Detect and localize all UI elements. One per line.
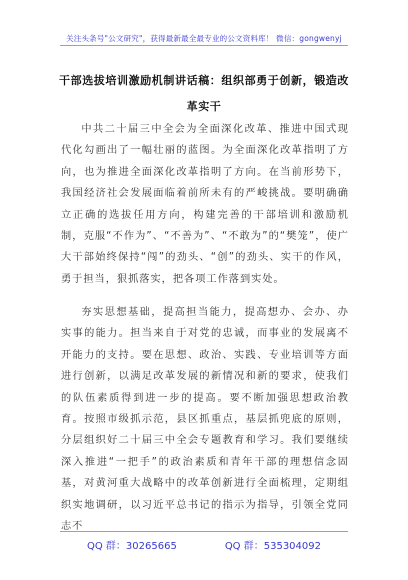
- footer-divider: [60, 531, 348, 532]
- paragraph: 夯实思想基础，提高担当能力，提高想办、会办、办实事的能力。担当来自于对党的忠诚，而事业的发展离不开能力的支持。要在思想、政治、实践、专业培训等方面进行创新，以满足改革发展的新情况和新的要求，使我们的队伍素质得到进一步的提高。要不断加强思想政治教育。按照市级抓示范，县区抓重点，基层抓兜底的原则，分层组织好二十届三中全会专题教育和学习。我们要继续深入推进“一把手”的政治素质和青年干部的理想信念固基，对黄河重大战略中的改革创新进行全面梳理，定期组织实地调研，以习近平总书记的指示为指导，引领全党同志不: [61, 307, 349, 533]
- header-promo: 关注头条号"公文研究"，获得最新最全最专业的公文资料库！ 微信：gongwenyj: [66, 34, 342, 43]
- qq-group-right: QQ 群：535304092: [224, 541, 321, 552]
- header-divider: [60, 45, 348, 46]
- document-title: 干部选拔培训激励机制讲话稿：组织部勇于创新，锻造改革实干: [59, 74, 349, 113]
- footer: [0, 537, 408, 552]
- qq-group-left: QQ 群：30265665: [86, 541, 177, 552]
- paragraph: 中共二十届三中全会为全面深化改革、推进中国式现代化勾画出了一幅壮丽的蓝图。为全面深化改革指明了方向，也为推进全面深化改革指明了方向。在当前形势下，我国经济社会发展面临着前所未有的严峻挑战。要明确确立正确的选拔任用方向，构建完善的干部培训和激励机制，克服“不作为”、“不善为”、“不敢为”的“樊笼”，使广大干部始终保持“闯”的劲头、“创”的劲头、实干的作风，勇于担当，狠抓落实，把各项工作落到实处。: [61, 124, 349, 285]
